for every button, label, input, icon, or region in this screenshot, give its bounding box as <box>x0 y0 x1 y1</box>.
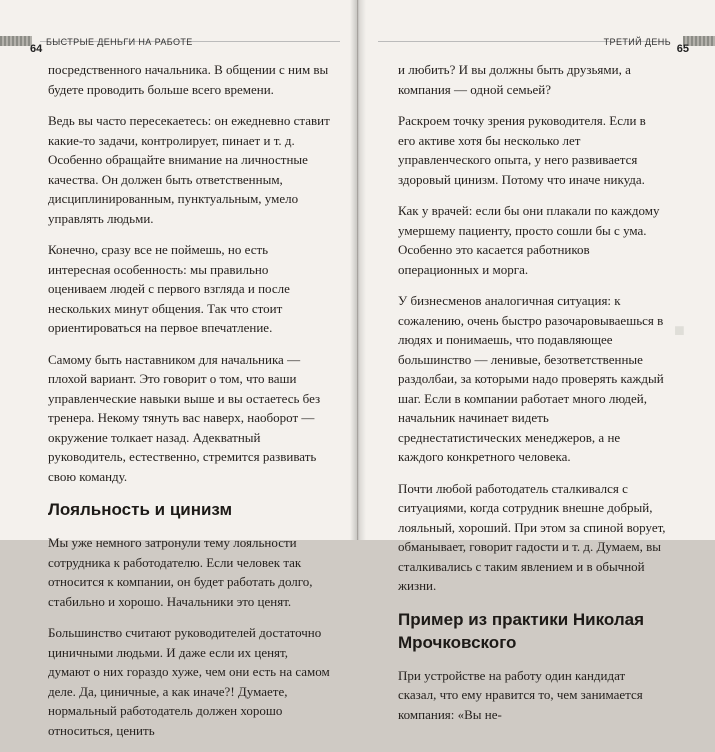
running-bar-left <box>0 36 32 46</box>
book-gutter <box>350 0 366 540</box>
paragraph: У бизнесменов аналогичная ситуация: к сожалению, очень быстро разочаровываешься в людях и понимаешь, что подавляющее большинство — ленивые, безответственные раздолбаи, за которыми надо проверять каждый шаг. Если в компании работает много людей, начальник начинает видеть среднестатистических менеджеров, а не каждого конкретного человека. <box>398 293 664 464</box>
paragraph: Ведь вы часто пересекаетесь: он ежедневно ставит какие-то задачи, контролирует, пинает и т. д. Особенно обращайте внимание на личностные качества. Он должен быть ответственным, дисциплинированным, пунктуальным, умело управлять людьми. <box>48 113 330 226</box>
left-text-column <box>48 60 330 752</box>
paragraph: Раскроем точку зрения руководителя. Если в его активе хотя бы несколько лет управленческого опыта, у него развивается здоровый цинизм. Потому что иначе никуда. <box>398 113 646 187</box>
show-through-mark: ■ <box>674 320 685 340</box>
page-number-right: 65 <box>676 43 689 55</box>
paragraph: Конечно, сразу все не поймешь, но есть интересная особенность: мы правильно оцениваем людей с первого взгляда и после нескольких минут общения. Так что стоит ориентироваться на первое впечатление. <box>48 242 290 335</box>
paragraph: посредственного начальника. В общении с ним вы будете проводить больше всего времени. <box>48 62 329 97</box>
right-page <box>358 0 715 722</box>
paragraph: Мы уже немного затронули тему лояльности сотрудника к работодателю. Если человек так относится к компании, он будет работать долго, стабильно и хорошо. Начальники это ценят. <box>48 535 313 609</box>
running-head-left: БЫСТРЫЕ ДЕНЬГИ НА РАБОТЕ <box>46 37 193 47</box>
left-page <box>0 0 357 738</box>
right-text-column <box>398 60 666 736</box>
paragraph: Самому быть наставником для начальника — плохой вариант. Это говорит о том, что ваши управленческие навыки выше и вы остаетесь без тренера. Некому тянуть вас наверх, наоборот — окружение толкает назад. Адекватный руководитель, естественно, стремится развивать свою команду. <box>48 351 321 484</box>
running-head-right: ТРЕТИЙ ДЕНЬ <box>603 37 671 47</box>
paragraph: Большинство считают руководителей достаточно циничными людьми. И даже если их ценят, думают о них гораздо хуже, чем они есть на самом деле. Да, циничные, а как иначе?! Думаете, нормальный работодатель должен хорошо относиться, ценить <box>48 625 330 738</box>
section-heading: Лояльность и цинизм <box>48 500 233 519</box>
paragraph: Как у врачей: если бы они плакали по каждому умершему пациенту, просто сошли бы с ума. Особенно это касается работников операционных и морга. <box>398 203 660 277</box>
page-number-left: 64 <box>30 43 43 55</box>
paragraph: При устройстве на работу один кандидат сказал, что ему нравится то, чем занимается компания: «Вы не- <box>398 667 643 722</box>
paragraph: Почти любой работодатель сталкивался с ситуациями, когда сотрудник внешне добрый, лояльный, хороший. При этом за спиной ворует, обманывает, говорит гадости и т. д. Думаем, вы сталкивались с таким явлением и в обычной жизни. <box>398 480 666 593</box>
paragraph: и любить? И вы должны быть друзьями, а компания — одной семьей? <box>398 62 631 97</box>
section-heading: Пример из практики Николая Мрочковского <box>398 609 645 652</box>
